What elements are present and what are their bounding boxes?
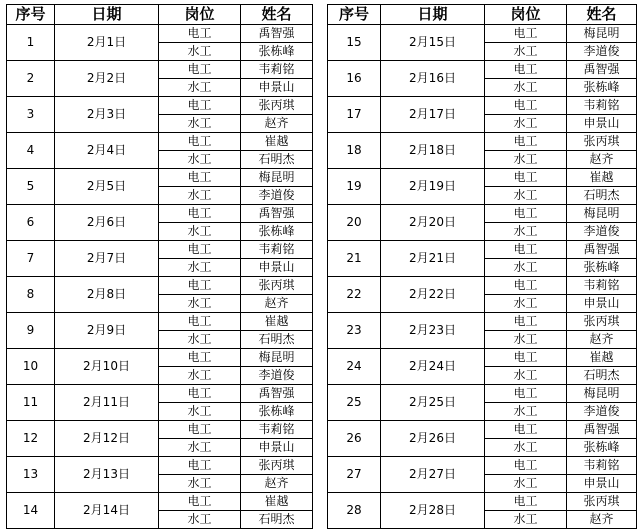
- post-cell: 电工: [159, 97, 241, 115]
- name-cell: 禹智强: [567, 421, 637, 439]
- name-cell: 张栋峰: [241, 43, 313, 61]
- table-row: [7, 25, 313, 43]
- date-cell: 2月7日: [55, 241, 159, 277]
- seq-cell: 20: [328, 205, 381, 241]
- header-seq: 序号: [7, 5, 55, 25]
- table-row: [7, 385, 313, 403]
- date-cell: 2月4日: [55, 133, 159, 169]
- post-cell: 电工: [159, 133, 241, 151]
- post-cell: 水工: [485, 259, 567, 277]
- post-cell: 水工: [485, 331, 567, 349]
- table-row: [7, 169, 313, 187]
- post-cell: 电工: [159, 493, 241, 511]
- seq-cell: 5: [7, 169, 55, 205]
- name-cell: 梅昆明: [567, 25, 637, 43]
- header-seq: 序号: [328, 5, 381, 25]
- name-cell: 张丙琪: [241, 457, 313, 475]
- post-cell: 水工: [485, 403, 567, 421]
- post-cell: 电工: [485, 169, 567, 187]
- name-cell: 赵齐: [241, 295, 313, 313]
- post-cell: 电工: [485, 205, 567, 223]
- table-row: [7, 133, 313, 151]
- table-row: [328, 97, 637, 115]
- name-cell: 李道俊: [567, 43, 637, 61]
- name-cell: 赵齐: [567, 511, 637, 529]
- post-cell: 水工: [485, 439, 567, 457]
- date-cell: 2月2日: [55, 61, 159, 97]
- name-cell: 石明杰: [567, 187, 637, 205]
- post-cell: 电工: [159, 385, 241, 403]
- table-row: [7, 313, 313, 331]
- seq-cell: 25: [328, 385, 381, 421]
- name-cell: 张栋峰: [567, 259, 637, 277]
- post-cell: 电工: [159, 457, 241, 475]
- seq-cell: 15: [328, 25, 381, 61]
- header-date: 日期: [381, 5, 485, 25]
- name-cell: 韦莉铭: [567, 277, 637, 295]
- post-cell: 水工: [159, 115, 241, 133]
- header-post: 岗位: [159, 5, 241, 25]
- name-cell: 李道俊: [241, 367, 313, 385]
- name-cell: 申景山: [567, 295, 637, 313]
- post-cell: 水工: [159, 187, 241, 205]
- name-cell: 申景山: [241, 79, 313, 97]
- table-row: [7, 277, 313, 295]
- name-cell: 禹智强: [241, 205, 313, 223]
- date-cell: 2月28日: [381, 493, 485, 529]
- header-name: 姓名: [241, 5, 313, 25]
- name-cell: 梅昆明: [241, 349, 313, 367]
- name-cell: 张丙琪: [567, 313, 637, 331]
- date-cell: 2月24日: [381, 349, 485, 385]
- date-cell: 2月22日: [381, 277, 485, 313]
- name-cell: 申景山: [567, 115, 637, 133]
- post-cell: 电工: [159, 313, 241, 331]
- name-cell: 赵齐: [567, 151, 637, 169]
- post-cell: 水工: [159, 439, 241, 457]
- post-cell: 水工: [159, 367, 241, 385]
- seq-cell: 21: [328, 241, 381, 277]
- post-cell: 电工: [485, 25, 567, 43]
- name-cell: 李道俊: [567, 403, 637, 421]
- date-cell: 2月5日: [55, 169, 159, 205]
- table-row: [328, 205, 637, 223]
- post-cell: 电工: [485, 385, 567, 403]
- name-cell: 张栋峰: [241, 223, 313, 241]
- post-cell: 电工: [485, 457, 567, 475]
- post-cell: 水工: [485, 223, 567, 241]
- name-cell: 韦莉铭: [241, 61, 313, 79]
- duty-table-left: [6, 4, 313, 529]
- name-cell: 梅昆明: [567, 205, 637, 223]
- name-cell: 崔越: [567, 169, 637, 187]
- date-cell: 2月11日: [55, 385, 159, 421]
- name-cell: 禹智强: [241, 25, 313, 43]
- seq-cell: 10: [7, 349, 55, 385]
- name-cell: 韦莉铭: [567, 97, 637, 115]
- post-cell: 水工: [159, 295, 241, 313]
- date-cell: 2月17日: [381, 97, 485, 133]
- date-cell: 2月9日: [55, 313, 159, 349]
- table-row: [7, 205, 313, 223]
- seq-cell: 11: [7, 385, 55, 421]
- date-cell: 2月16日: [381, 61, 485, 97]
- post-cell: 水工: [485, 187, 567, 205]
- post-cell: 水工: [159, 331, 241, 349]
- post-cell: 电工: [159, 25, 241, 43]
- header-name: 姓名: [567, 5, 637, 25]
- date-cell: 2月1日: [55, 25, 159, 61]
- post-cell: 电工: [485, 349, 567, 367]
- seq-cell: 28: [328, 493, 381, 529]
- post-cell: 水工: [485, 79, 567, 97]
- table-row: [7, 349, 313, 367]
- date-cell: 2月13日: [55, 457, 159, 493]
- name-cell: 赵齐: [241, 475, 313, 493]
- table-row: [328, 241, 637, 259]
- name-cell: 赵齐: [567, 331, 637, 349]
- post-cell: 电工: [159, 169, 241, 187]
- table-row: [328, 277, 637, 295]
- post-cell: 水工: [485, 475, 567, 493]
- table-row: [7, 241, 313, 259]
- seq-cell: 23: [328, 313, 381, 349]
- date-cell: 2月20日: [381, 205, 485, 241]
- name-cell: 石明杰: [241, 511, 313, 529]
- table-row: [328, 385, 637, 403]
- date-cell: 2月26日: [381, 421, 485, 457]
- name-cell: 崔越: [241, 313, 313, 331]
- post-cell: 电工: [485, 97, 567, 115]
- table-header-row: [7, 5, 313, 25]
- seq-cell: 26: [328, 421, 381, 457]
- name-cell: 梅昆明: [567, 385, 637, 403]
- date-cell: 2月23日: [381, 313, 485, 349]
- name-cell: 李道俊: [241, 187, 313, 205]
- post-cell: 水工: [485, 151, 567, 169]
- seq-cell: 9: [7, 313, 55, 349]
- post-cell: 水工: [159, 475, 241, 493]
- name-cell: 张栋峰: [241, 403, 313, 421]
- seq-cell: 13: [7, 457, 55, 493]
- seq-cell: 7: [7, 241, 55, 277]
- seq-cell: 14: [7, 493, 55, 529]
- seq-cell: 4: [7, 133, 55, 169]
- name-cell: 申景山: [567, 475, 637, 493]
- seq-cell: 18: [328, 133, 381, 169]
- name-cell: 石明杰: [567, 367, 637, 385]
- post-cell: 水工: [485, 511, 567, 529]
- post-cell: 电工: [159, 349, 241, 367]
- table-row: [7, 457, 313, 475]
- name-cell: 申景山: [241, 439, 313, 457]
- table-row: [328, 25, 637, 43]
- name-cell: 石明杰: [241, 151, 313, 169]
- seq-cell: 2: [7, 61, 55, 97]
- seq-cell: 24: [328, 349, 381, 385]
- post-cell: 电工: [485, 241, 567, 259]
- post-cell: 水工: [485, 295, 567, 313]
- date-cell: 2月19日: [381, 169, 485, 205]
- name-cell: 韦莉铭: [567, 457, 637, 475]
- name-cell: 张栋峰: [567, 79, 637, 97]
- table-row: [328, 61, 637, 79]
- name-cell: 张丙琪: [567, 133, 637, 151]
- post-cell: 电工: [159, 241, 241, 259]
- name-cell: 禹智强: [241, 385, 313, 403]
- seq-cell: 22: [328, 277, 381, 313]
- seq-cell: 17: [328, 97, 381, 133]
- post-cell: 电工: [485, 133, 567, 151]
- post-cell: 水工: [159, 403, 241, 421]
- name-cell: 禹智强: [567, 61, 637, 79]
- table-row: [7, 493, 313, 511]
- seq-cell: 12: [7, 421, 55, 457]
- name-cell: 张丙琪: [241, 97, 313, 115]
- name-cell: 张丙琪: [241, 277, 313, 295]
- name-cell: 崔越: [241, 493, 313, 511]
- date-cell: 2月10日: [55, 349, 159, 385]
- table-row: [328, 457, 637, 475]
- seq-cell: 27: [328, 457, 381, 493]
- post-cell: 水工: [159, 223, 241, 241]
- post-cell: 电工: [485, 493, 567, 511]
- date-cell: 2月25日: [381, 385, 485, 421]
- post-cell: 水工: [485, 115, 567, 133]
- date-cell: 2月12日: [55, 421, 159, 457]
- seq-cell: 8: [7, 277, 55, 313]
- post-cell: 电工: [485, 277, 567, 295]
- seq-cell: 3: [7, 97, 55, 133]
- table-row: [7, 97, 313, 115]
- seq-cell: 16: [328, 61, 381, 97]
- table-row: [328, 313, 637, 331]
- name-cell: 崔越: [241, 133, 313, 151]
- table-row: [7, 61, 313, 79]
- seq-cell: 1: [7, 25, 55, 61]
- table-row: [328, 349, 637, 367]
- date-cell: 2月27日: [381, 457, 485, 493]
- table-header-row: [328, 5, 637, 25]
- seq-cell: 6: [7, 205, 55, 241]
- name-cell: 韦莉铭: [241, 241, 313, 259]
- post-cell: 电工: [159, 205, 241, 223]
- date-cell: 2月8日: [55, 277, 159, 313]
- post-cell: 水工: [159, 511, 241, 529]
- post-cell: 水工: [159, 79, 241, 97]
- header-post: 岗位: [485, 5, 567, 25]
- header-date: 日期: [55, 5, 159, 25]
- name-cell: 赵齐: [241, 115, 313, 133]
- date-cell: 2月6日: [55, 205, 159, 241]
- table-row: [328, 169, 637, 187]
- post-cell: 电工: [485, 61, 567, 79]
- name-cell: 申景山: [241, 259, 313, 277]
- table-row: [7, 421, 313, 439]
- post-cell: 水工: [159, 259, 241, 277]
- post-cell: 水工: [485, 367, 567, 385]
- post-cell: 水工: [159, 151, 241, 169]
- post-cell: 电工: [159, 277, 241, 295]
- date-cell: 2月18日: [381, 133, 485, 169]
- seq-cell: 19: [328, 169, 381, 205]
- table-row: [328, 133, 637, 151]
- date-cell: 2月15日: [381, 25, 485, 61]
- date-cell: 2月21日: [381, 241, 485, 277]
- name-cell: 李道俊: [567, 223, 637, 241]
- date-cell: 2月14日: [55, 493, 159, 529]
- date-cell: 2月3日: [55, 97, 159, 133]
- post-cell: 电工: [159, 61, 241, 79]
- post-cell: 电工: [485, 313, 567, 331]
- name-cell: 韦莉铭: [241, 421, 313, 439]
- name-cell: 张栋峰: [567, 439, 637, 457]
- name-cell: 禹智强: [567, 241, 637, 259]
- table-row: [328, 421, 637, 439]
- name-cell: 石明杰: [241, 331, 313, 349]
- table-row: [328, 493, 637, 511]
- name-cell: 张丙琪: [567, 493, 637, 511]
- name-cell: 崔越: [567, 349, 637, 367]
- post-cell: 电工: [485, 421, 567, 439]
- duty-table-right: [327, 4, 637, 529]
- post-cell: 水工: [485, 43, 567, 61]
- post-cell: 水工: [159, 43, 241, 61]
- post-cell: 电工: [159, 421, 241, 439]
- name-cell: 梅昆明: [241, 169, 313, 187]
